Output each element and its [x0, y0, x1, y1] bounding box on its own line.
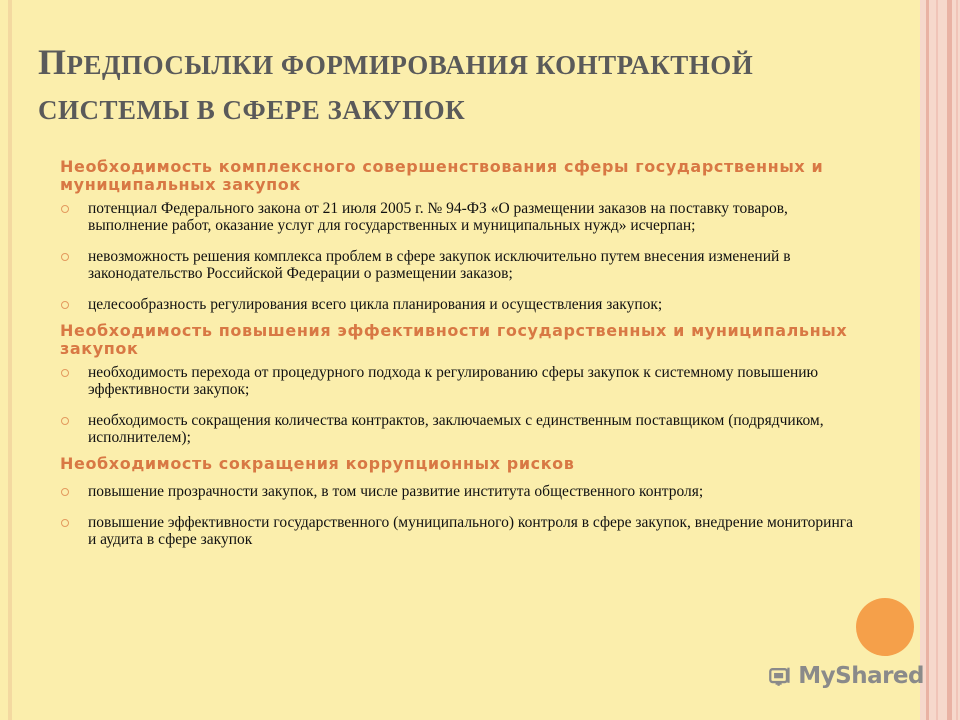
list-item — [88, 248, 860, 282]
bullet-text: повышение прозрачности закупок, в том числе развитие института общественного контроля; — [88, 483, 704, 500]
bullet-ring-icon — [61, 488, 69, 496]
right-stripe — [947, 0, 952, 720]
bullet-text: необходимость перехода от процедурного подхода к регулированию сферы закупок к системному повышению эффективности закупок; — [88, 364, 819, 398]
bullet-ring-icon — [61, 205, 69, 213]
slide-title — [38, 40, 858, 133]
bullet-ring-icon — [61, 417, 69, 425]
section-heading-2: Необходимость повышения эффективности государственных и муниципальных закупок — [60, 321, 848, 358]
watermark-text: MyShared — [798, 663, 924, 689]
list-item — [88, 514, 860, 548]
bullet-text: целесообразность регулирования всего цикла планирования и осуществления закупок; — [88, 296, 663, 313]
bullet-text: невозможность решения комплекса проблем в сфере закупок исключительно путем внесения изменений в законодательство Российской Федерации о размещении заказов; — [88, 248, 791, 282]
list-item — [88, 296, 860, 313]
bullet-ring-icon — [61, 301, 69, 309]
list-item — [88, 200, 860, 234]
decorative-orange-circle — [856, 598, 914, 656]
bullet-ring-icon — [61, 369, 69, 377]
title-line-2: СИСТЕМЫ В СФЕРЕ ЗАКУПОК — [38, 95, 466, 125]
bullet-text: необходимость сокращения количества контрактов, заключаемых с единственным поставщиком (подрядчиком, исполнителем); — [88, 412, 824, 446]
right-stripe — [926, 0, 929, 720]
bullet-ring-icon — [61, 519, 69, 527]
right-stripe — [936, 0, 938, 720]
bullet-text: потенциал Федерального закона от 21 июля 2005 г. № 94-ФЗ «О размещении заказов на поставку товаров, выполнение работ, оказание услуг для государственных и муниципальных нужд» исчерпан; — [88, 200, 788, 234]
section-heading-1: Необходимость комплексного совершенствования сферы государственных и муниципальных закупок — [60, 157, 824, 194]
section-3-list — [60, 483, 860, 548]
bullet-text: повышение эффективности государственного (муниципального) контроля в сфере закупок, внедрение мониторинга и аудита в сфере закупок — [88, 514, 853, 548]
right-stripe — [956, 0, 958, 720]
list-item — [88, 412, 860, 446]
right-decorative-panel — [920, 0, 960, 720]
list-item — [88, 483, 860, 500]
title-line-1: РЕДПОСЫЛКИ ФОРМИРОВАНИЯ КОНТРАКТНОЙ — [66, 50, 754, 80]
myshared-logo-icon — [768, 660, 792, 692]
section-1-list — [60, 200, 860, 313]
myshared-watermark[interactable] — [768, 656, 924, 696]
bullet-ring-icon — [61, 253, 69, 261]
section-2-list — [60, 364, 860, 446]
title-first-letter: П — [38, 42, 67, 82]
list-item — [88, 364, 860, 398]
left-border-line — [8, 0, 12, 720]
section-heading-3: Необходимость сокращения коррупционных рисков — [60, 454, 575, 473]
slide-content — [60, 158, 860, 562]
